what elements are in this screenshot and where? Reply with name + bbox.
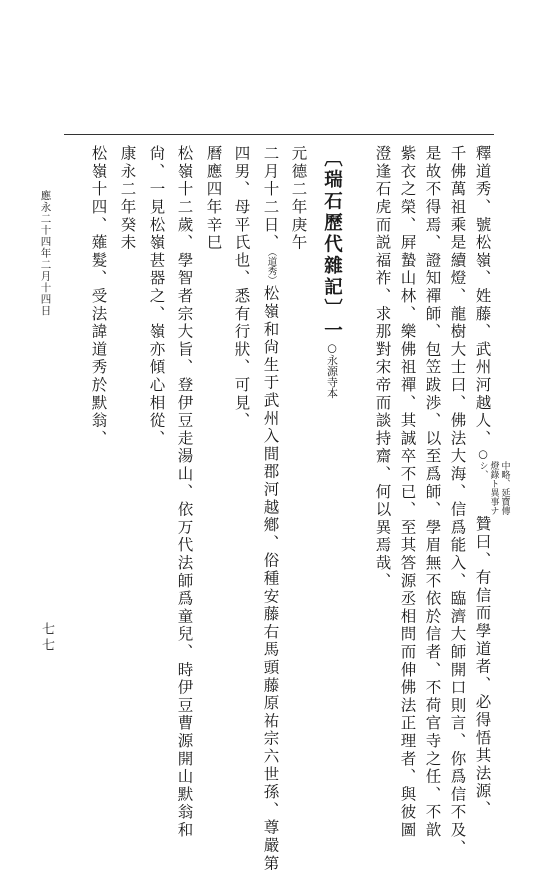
text-column-1 [474, 145, 510, 818]
text-column-4 [399, 145, 415, 839]
page-number: 七七 [39, 622, 54, 654]
heading-marker: ○ [325, 341, 339, 355]
text-column-2 [449, 145, 465, 857]
text-column-8 [233, 145, 249, 430]
header-rule [64, 134, 494, 135]
column-11-text: 尙、一見松嶺甚器之、嶺亦傾心相從、 [147, 145, 166, 448]
column-7-text-a: 二月十二日、 [261, 145, 280, 252]
column-6-text: 元德二年庚午 [289, 145, 308, 252]
text-column-11 [148, 145, 164, 448]
column-9-text: 曆應四年辛巳 [204, 145, 223, 252]
text-column-5 [374, 145, 390, 590]
column-1-text-b: 贊曰、有信而學道者、必得悟其法源、 [473, 515, 492, 819]
column-1-text-a: 釋道秀、號松嶺、姓藤、武州河越人、 [473, 145, 492, 448]
text-column-7 [262, 145, 278, 872]
heading-title: 瑞石歷代雜記 [321, 169, 343, 299]
interlinear-note-2: （道秀） [265, 251, 277, 286]
column-10-text: 松嶺十二歲、學智者宗大旨、登伊豆走湯山、依万代法師爲童兒、時伊豆曹源開山默翁和 [175, 145, 194, 840]
column-5-text: 澄逢石虎而説福祚、求那對宋帝而談持齋、何以異焉哉、 [373, 145, 392, 590]
heading-source: 永源寺本 [325, 354, 339, 399]
column-2-text: 千佛萬祖乘是續燈、龍樹大士曰、佛法大海、信爲能入、臨濟大師開口則言、你爲信不及、 [448, 145, 467, 857]
column-12-text: 康永二年癸未 [118, 145, 137, 252]
text-column-6 [290, 145, 306, 252]
column-13-text: 松嶺十四、薙髮、受法諱道秀於默翁、 [89, 145, 108, 448]
section-heading [322, 148, 341, 399]
heading-bracket-open: 〔 [321, 148, 343, 170]
column-4-text: 紫衣之榮、屛蟄山林、樂佛祖禪、其誠卒不已、至其答源丞相問而伸佛法正理者、與彼圖 [398, 145, 417, 840]
heading-number: 一 [321, 320, 343, 342]
text-column-12 [119, 145, 135, 252]
text-column-9 [205, 145, 221, 252]
text-column-10 [176, 145, 192, 839]
column-7-text-b: 松嶺和尙生于武州入間郡河越鄕、俗種安藤右馬頭藤原祐宗六世孫、尊嚴第 [261, 285, 280, 872]
heading-bracket-close: 〕 [321, 298, 343, 320]
omission-mark: ○ [476, 447, 490, 461]
column-3-text: 是故不得焉、證知禪師、包笠跋渉、以至爲師、學眉無不依於信者、不荷官寺之任、不歆 [423, 145, 442, 840]
text-column-3 [424, 145, 440, 839]
text-column-13 [90, 145, 106, 448]
date-footer: 應永二十四年二月十四日 [39, 190, 52, 317]
column-8-text: 四男、母平氏也、悉有行狀、可見、 [232, 145, 251, 430]
interlinear-note: 中略、延寶傳燈錄ト異事ナシ、 [477, 460, 510, 515]
